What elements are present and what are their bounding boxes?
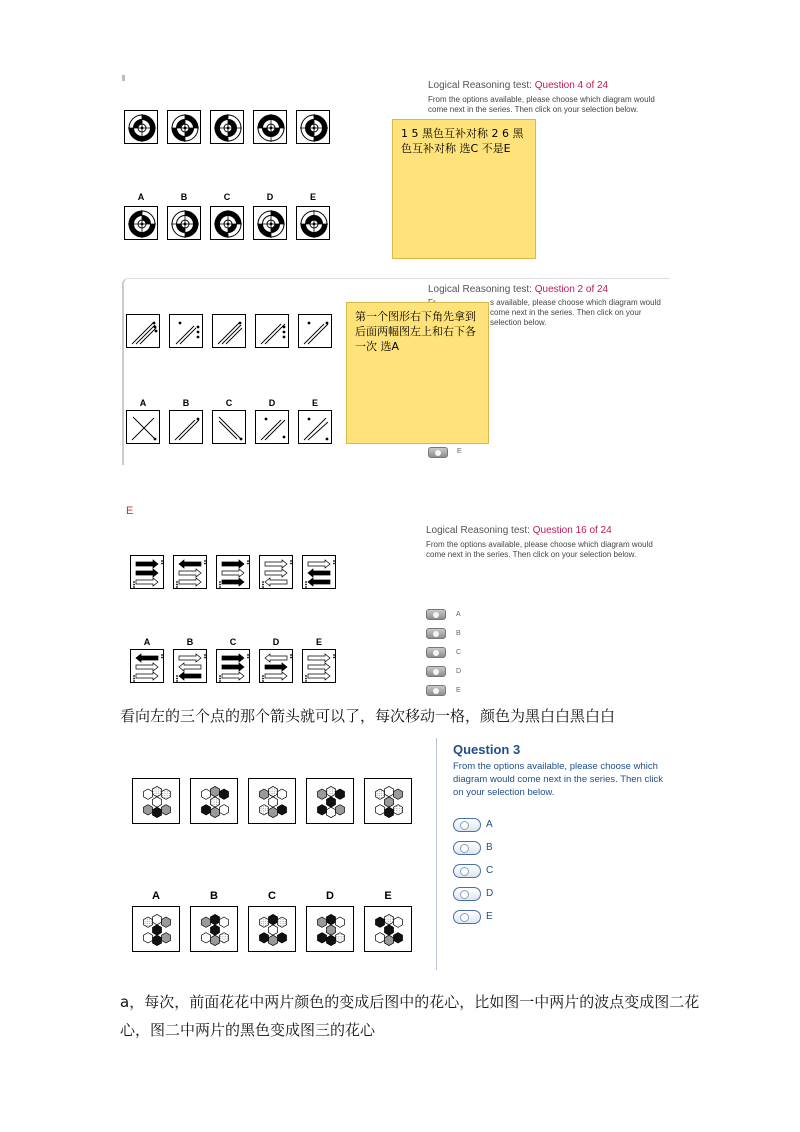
option-e-radio[interactable] xyxy=(426,685,446,696)
sticky-note: 1 5 黑色互补对称 2 6 黑色互补对称 选C 不是E xyxy=(392,119,536,259)
question-panel-1 xyxy=(120,75,670,260)
option-e-radio[interactable] xyxy=(428,447,448,458)
option-figure-0 xyxy=(130,649,164,683)
question-panel-3 xyxy=(120,503,670,703)
option-figure-4 xyxy=(364,906,412,952)
option-letter-2: C xyxy=(268,890,276,902)
series-figure-3 xyxy=(210,110,244,144)
option-figure-2 xyxy=(210,206,244,240)
series-figure-1 xyxy=(132,778,180,824)
question-title: Logical Reasoning test: Question 4 of 24 xyxy=(428,80,609,91)
option-letter-0: A xyxy=(152,890,160,902)
option-figure-1 xyxy=(190,906,238,952)
question-title: Logical Reasoning test: Question 2 of 24 xyxy=(428,284,609,295)
option-letter-4: E xyxy=(315,637,322,647)
option-letter-1: B xyxy=(180,192,188,202)
option-figure-2 xyxy=(248,906,296,952)
series-figure-4 xyxy=(259,555,293,589)
series-figure-1 xyxy=(130,555,164,589)
option-letter-0: A xyxy=(139,398,147,408)
option-figure-1 xyxy=(169,410,203,444)
option-figure-3 xyxy=(259,649,293,683)
option-letter-3: D xyxy=(268,398,276,408)
series-figure-2 xyxy=(169,314,203,348)
option-c-radio[interactable] xyxy=(426,647,446,658)
option-letter-3: D xyxy=(272,637,280,647)
sticky-note: 第一个图形右下角先拿到后面两幅图左上和右下各一次 选A xyxy=(346,302,489,444)
option-e-label: E xyxy=(486,911,493,922)
option-figure-2 xyxy=(212,410,246,444)
option-b-radio[interactable] xyxy=(426,628,446,639)
option-d-radio[interactable] xyxy=(426,666,446,677)
series-figure-5 xyxy=(296,110,330,144)
question-description: s available, please choose which diagram would come next in the series. Then click on your selection below. xyxy=(490,298,661,327)
series-figure-4 xyxy=(253,110,287,144)
option-a-label: A xyxy=(456,611,461,618)
option-letter-1: B xyxy=(186,637,194,647)
series-figure-2 xyxy=(173,555,207,589)
question-description: From the options available, please choose which diagram would come next in the series. Then click on your selection below. xyxy=(426,540,653,559)
question-description: From the options available, please choose which diagram would come next in the series. Then click on your selection below. xyxy=(428,95,655,114)
option-b-label: B xyxy=(486,842,493,853)
option-letter-1: B xyxy=(182,398,190,408)
option-letter-2: C xyxy=(223,192,231,202)
option-a-radio[interactable] xyxy=(453,818,481,832)
option-b-radio[interactable] xyxy=(453,841,481,855)
question-title: Logical Reasoning test: Question 16 of 24 xyxy=(426,525,612,536)
series-figure-3 xyxy=(248,778,296,824)
option-d-radio[interactable] xyxy=(453,887,481,901)
option-letter-2: C xyxy=(229,637,237,647)
explanation-paragraph-1: 看向左的三个点的那个箭头就可以了，每次移动一格，颜色为黑白白黑白白 xyxy=(120,707,616,725)
explanation-paragraph-2: a，每次，前面花花中两片颜色的变成后图中的花心，比如图一中两片的波点变成图二花心，图二中两片的黑色变成图三的花心 xyxy=(120,993,700,1039)
panel-edge-mark xyxy=(122,75,125,81)
series-figure-5 xyxy=(364,778,412,824)
option-figure-0 xyxy=(124,206,158,240)
option-letter-4: E xyxy=(309,192,316,202)
option-figure-0 xyxy=(126,410,160,444)
option-letter-0: A xyxy=(143,637,151,647)
option-c-radio[interactable] xyxy=(453,864,481,878)
option-figure-4 xyxy=(298,410,332,444)
option-figure-4 xyxy=(296,206,330,240)
series-figure-4 xyxy=(306,778,354,824)
series-figure-5 xyxy=(302,555,336,589)
option-figure-3 xyxy=(253,206,287,240)
series-figure-3 xyxy=(216,555,250,589)
series-figure-5 xyxy=(298,314,332,348)
option-figure-0 xyxy=(132,906,180,952)
series-figure-2 xyxy=(167,110,201,144)
option-figure-3 xyxy=(255,410,289,444)
option-letter-1: B xyxy=(210,890,218,902)
series-figure-2 xyxy=(190,778,238,824)
option-figure-1 xyxy=(167,206,201,240)
option-letter-2: C xyxy=(225,398,233,408)
option-letter-4: E xyxy=(384,890,392,902)
option-a-radio[interactable] xyxy=(426,609,446,620)
question-panel-4 xyxy=(120,738,680,970)
option-figure-4 xyxy=(302,649,336,683)
option-letter-0: A xyxy=(137,192,145,202)
option-e-label: E xyxy=(457,448,462,455)
corner-letter: E xyxy=(126,505,134,517)
option-d-label: D xyxy=(486,888,494,899)
option-e-label: E xyxy=(456,687,461,694)
question-title: Question 3 xyxy=(453,742,521,757)
option-letter-3: D xyxy=(266,192,274,202)
series-figure-1 xyxy=(126,314,160,348)
series-figure-3 xyxy=(212,314,246,348)
series-figure-4 xyxy=(255,314,289,348)
option-b-label: B xyxy=(456,630,461,637)
option-a-label: A xyxy=(486,819,493,830)
option-e-radio[interactable] xyxy=(453,910,481,924)
option-c-label: C xyxy=(486,865,494,876)
question-description: From the options available, please choose which diagram would come next in the series. Then click on your selection below. xyxy=(453,761,663,798)
question-panel-2 xyxy=(120,278,670,466)
option-figure-2 xyxy=(216,649,250,683)
option-figure-3 xyxy=(306,906,354,952)
panel-divider xyxy=(436,738,437,970)
option-figure-1 xyxy=(173,649,207,683)
option-letter-3: D xyxy=(326,890,334,902)
option-d-label: D xyxy=(456,668,462,675)
option-c-label: C xyxy=(456,649,462,656)
series-figure-1 xyxy=(124,110,158,144)
option-letter-4: E xyxy=(311,398,318,408)
